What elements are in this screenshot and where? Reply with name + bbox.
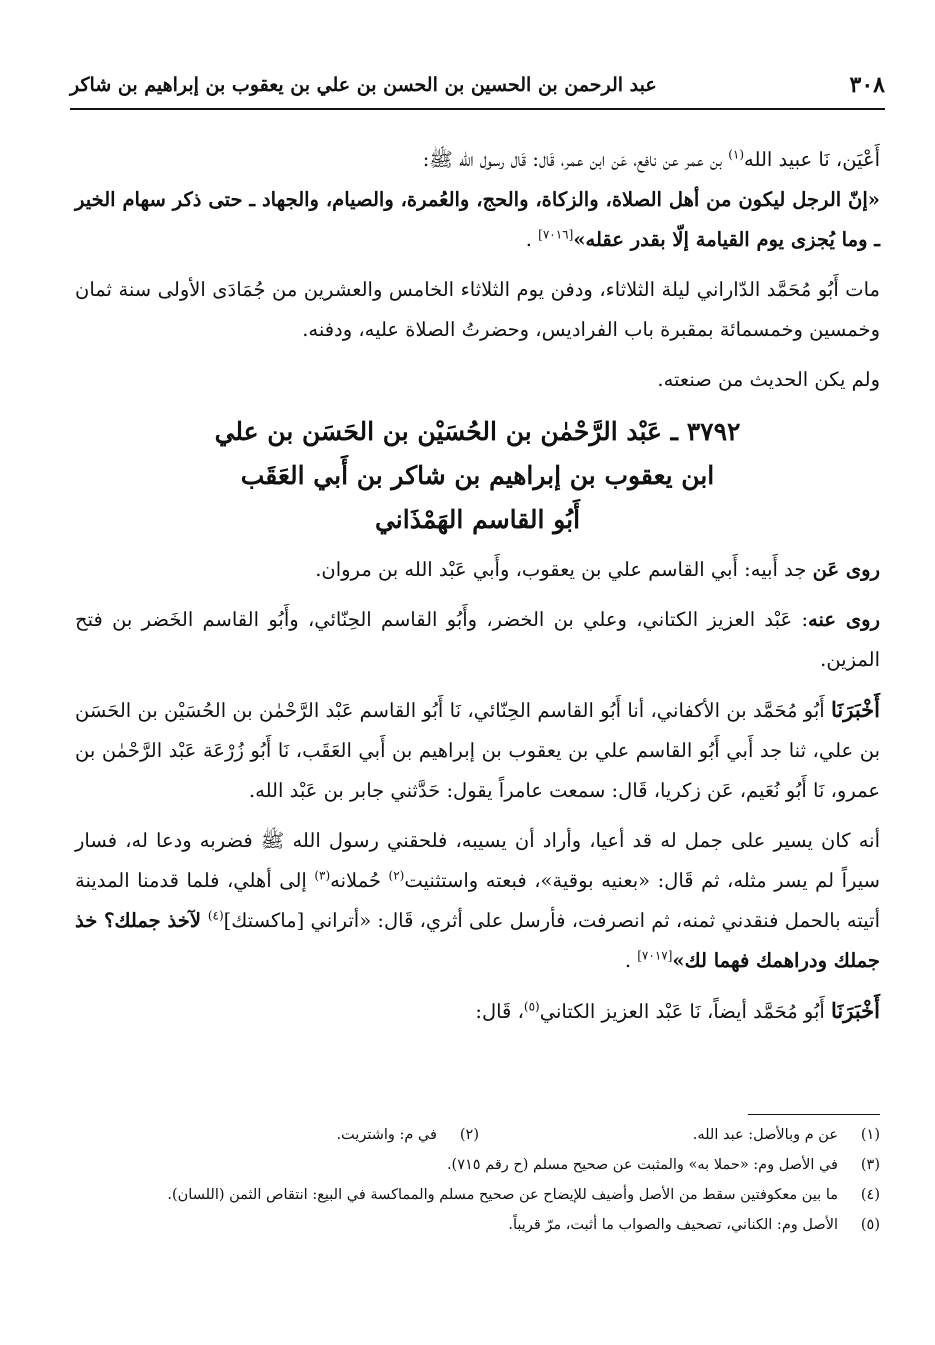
- paragraph-note: ولم يكن الحديث من صنعته.: [657, 368, 880, 391]
- footnote-text: في م: واشتريت.: [336, 1127, 437, 1143]
- paragraph-hadith-intro: [75, 140, 880, 260]
- paragraph-isnad: [75, 690, 880, 811]
- akhbarana-keyword: أَخْبَرَنَا: [831, 697, 880, 722]
- running-title: عبد الرحمن بن الحسين بن الحسن بن علي بن يعقوب بن إبراهيم بن شاكر: [70, 74, 657, 96]
- footnote-3: [78, 1152, 880, 1178]
- footnote-number: (١): [860, 1127, 880, 1143]
- page-number: ٣٠٨: [849, 72, 885, 98]
- text-run: : عَبْد العزيز الكتاني، وعلي بن الخضر، وأَبُو القاسم الحِنّائي، وأَبُو القاسم الخَضر بن فتح المزين.: [75, 608, 880, 671]
- paragraph-death-note: مات أَبُو مُحَمَّد الدّاراني ليلة الثلاثاء، ودفن يوم الثلاثاء الخامس والعشرين من جُمَادَى الأولى سنة ثمان وخمسين وخمسمائة بمقبرة باب الفراديس، وحضرتُ الصلاة عليه، ودفنه.: [75, 278, 880, 341]
- text-run: جد أَبيه: أَبي القاسم علي بن يعقوب، وأَبي عَبْد الله بن مروان.: [315, 558, 813, 581]
- paragraph-narrated-from: [75, 550, 880, 590]
- text-run: لآخذ جملك؟ خذ جملك ودراهمك فهما لك»: [75, 909, 880, 972]
- footnote-marker-3: (٣): [314, 868, 331, 883]
- hadith-reference: [٧٠١٧]: [637, 948, 673, 963]
- footnote-divider: [748, 1114, 880, 1115]
- footnote-4: [78, 1182, 880, 1208]
- footnote-marker-2: (٢): [388, 868, 405, 883]
- text-run: إلى أهلي، فلما قدمنا المدينة أتيته بالحمل فنقدني ثمنه، ثم انصرفت، فأرسل على أثري، قَال: «أتراني [ماكستك]: [75, 869, 880, 932]
- paragraph-story: [75, 821, 880, 981]
- hadith-reference: [٧٠١٦]: [538, 227, 574, 242]
- text-run: أَبُو مُحَمَّد أيضاً، نَا عَبْد العزيز الكتاني: [539, 1000, 832, 1023]
- page-header: [70, 68, 885, 110]
- paragraph-final: [75, 991, 880, 1032]
- footnote-text: الأصل وم: الكناني، تصحيف والصواب ما أثبت، مرّ قريباً.: [508, 1217, 838, 1233]
- heading-line-1: ٣٧٩٢ ـ عَبْد الرَّحْمٰن بن الحُسَيْن بن الحَسَن بن علي: [214, 417, 741, 446]
- footnote-row: [78, 1122, 880, 1148]
- heading-line-2: ابن يعقوب بن إبراهيم بن شاكر بن أَبي العَقَب: [240, 461, 715, 490]
- footnote-1: [479, 1122, 880, 1148]
- footnote-number: (٣): [860, 1157, 880, 1173]
- hadith-text: «إنّ الرجل ليكون من أهل الصلاة، والزكاة، والحج، والعُمرة، والصيام، والجهاد ـ حتى ذكر سهام الخير ـ وما يُجزى يوم القيامة إلّا بقدر عقله»: [75, 188, 880, 251]
- footnote-2: [78, 1122, 479, 1148]
- footnote-marker-1: (١): [728, 147, 745, 162]
- footnote-marker-4: (٤): [207, 908, 224, 923]
- footnotes: [78, 1122, 880, 1242]
- narrated-by-label: روى عنه: [808, 608, 880, 631]
- text-run: .: [624, 949, 638, 972]
- page-body: [75, 140, 880, 1042]
- akhbarana-keyword: أَخْبَرَنَا: [831, 998, 880, 1023]
- footnote-text: ما بين معكوفتين سقط من الأصل وأضيف للإيضاح عن صحيح مسلم والمماكسة في البيع: انتقاص الثمن (اللسان).: [167, 1187, 838, 1203]
- footnote-5: [78, 1212, 880, 1238]
- narrated-from-label: روى عَن: [812, 558, 880, 581]
- text-run: .: [525, 228, 539, 251]
- text-run: بن عمر عن نافع، عَن ابن عمر، قَال: قَال رسول الله ﷺ:: [422, 148, 729, 171]
- text-run: ، قَال:: [475, 1000, 524, 1023]
- footnote-number: (٤): [860, 1187, 880, 1203]
- paragraph-narrated-by: [75, 600, 880, 680]
- text-run: أَبُو مُحَمَّد بن الأكفاني، أنا أَبُو القاسم الحِنّائي، نَا أَبُو القاسم عَبْد الرَّحْمٰن بن الحُسَيْن بن الحَسَن بن علي، ثنا جد أَبي أَبُو القاسم علي بن يعقوب بن إبراهيم بن أَبي العَقَب، نَا أَبُو زُرْعَة عَبْد الرَّحْمٰن بن عمرو، نَا أَبُو نُعَيم، عَن زكريا، قَال: سمعت عامراً يقول: حَدَّثني جابر بن عَبْد الله.: [75, 699, 880, 802]
- text-run: أنه كان يسير على جمل له قد أعيا، وأراد أن يسيبه، فلحقني رسول الله ﷺ فضربه ودعا له، فسار سيراً لم يسر مثله، ثم قَال: «بعنيه بوقية»، فبعته واستثنيت: [75, 829, 881, 892]
- footnote-number: (٥): [860, 1217, 880, 1233]
- text-run: حُملانه: [330, 869, 389, 892]
- footnote-text: عن م وبالأصل: عبد الله.: [692, 1127, 838, 1143]
- biography-heading: [75, 410, 880, 542]
- footnote-number: (٢): [459, 1127, 479, 1143]
- footnote-text: في الأصل وم: «حملا به» والمثبت عن صحيح مسلم (ح رقم ٧١٥).: [446, 1157, 838, 1173]
- footnote-marker-5: (٥): [523, 999, 540, 1014]
- heading-line-3: أَبُو القاسم الهَمْذَاني: [374, 505, 581, 534]
- text-run: أَعْيَن، نَا عبيد الله: [744, 148, 880, 171]
